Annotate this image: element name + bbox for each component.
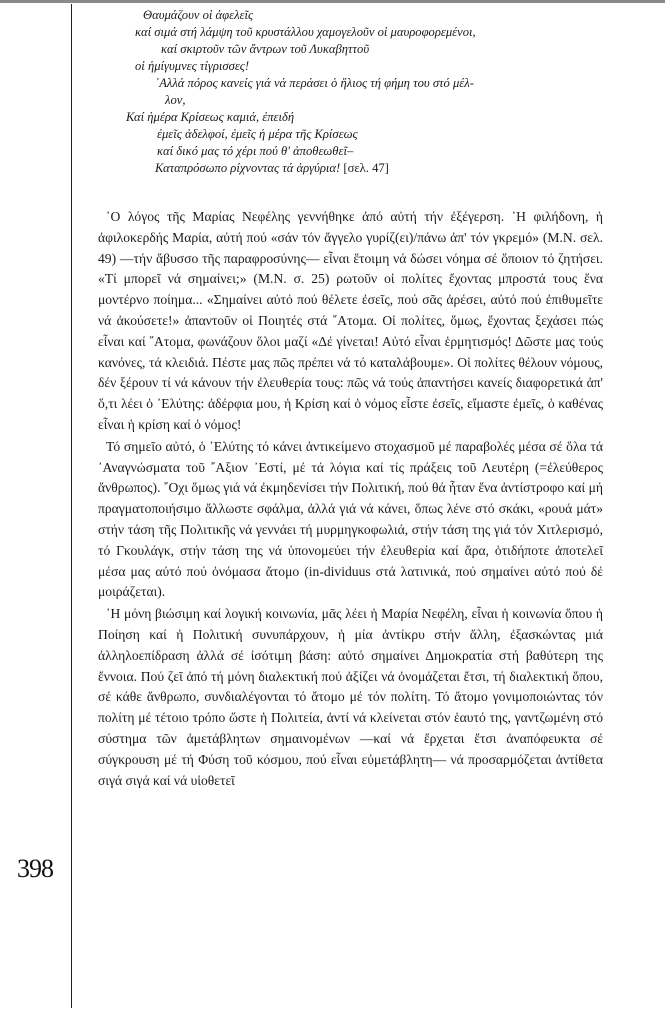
paragraph: ῾Ο λόγος τῆς Μαρίας Νεφέλης γεννήθηκε ἀπό αὐτή τήν ἐξέγερση. ῾Η φιλήδονη, ἡ ἀφιλοκερδής Μαρία, αὐτή πού «σάν τόν ἄγγελο γυρίζ(ει)/πάνω ἀπ' τόν γκρεμό» (Μ.Ν. σελ. 49) —τήν ἄβυσσο τῆς παραφροσύνης— εἶναι ἕτοιμη νά δώσει νόημα σέ ὅποιον τό ζητήσει. «Τί μπορεῖ νά σημαίνει;» (Μ.Ν. σ. 25) ρωτοῦν οἱ πολίτες ἔχοντας μπροστά τους ἕνα μοντέρνο ποίημα... «Σημαίνει αὐτό πού θέλετε ἐσεῖς, πού σᾶς ἀρέσει, αὐτό πού ἐπιθυμεῖτε νά ἀκούσετε!» ἀπαντοῦν οἱ Ποιητές στά ῎Ατομα. Οἱ πολίτες, ὅμως, ἔχοντας ξεχάσει πώς εἶναι καί ῎Ατομα, φωνάζουν ὅλοι μαζί «Δέ γίνεται! Αὐτό εἶναι ἑρμητισμός! Δῶστε μας τούς κανόνες, τά κλειδιά. Πέστε μας πῶς πρέπει νά τό καταλάβουμε». Οἱ πολίτες θέλουν νόμους, δέν ξέρουν τί νά κάνουν τήν ἐλευθερία τους: πῶς νά τούς ἀπαντήσει κανείς διαφορετικά ἀπ' ὅ,τι λέει ὁ ᾿Ελύτης: ἀδέρφια μου, ἡ Κρίση καί ὁ νόμος εἶστε ἐσεῖς, εἴμαστε ἐμεῖς, ὁ καθένας εἶναι ἡ κρίση καί ὁ νόμος! <box>98 209 603 432</box>
poem-line: οἱ ἡμίγυμνες τίγρισσες! <box>135 59 250 73</box>
poem-quote <box>107 7 665 177</box>
poem-line: ᾿Αλλά πόρος κανείς γιά νά περάσει ὁ ἥλιος τή φήμη του στό μέλ- <box>155 76 474 90</box>
poem-line: Θαυμάζουν οἱ ἀφελεῖς <box>143 8 254 22</box>
poem-line: καί σκιρτοῦν τῶν ἄντρων τοῦ Λυκαβηττοῦ <box>161 42 370 56</box>
margin-rule <box>71 4 72 1008</box>
page-number: 398 <box>17 854 53 883</box>
poem-line: λον, <box>165 93 186 107</box>
poem-line: καί δικό μας τό χέρι πού θ' ἀποθεωθεῖ– <box>157 144 354 158</box>
poem-line: καί σιμά στή λάμψη τοῦ κρυστάλλου χαμογελοῦν οἱ μαυροφορεμένοι, <box>135 25 476 39</box>
poem-line: ἐμεῖς ἀδελφοί, ἐμεῖς ἡ μέρα τῆς Κρίσεως <box>157 127 358 141</box>
page-reference: [σελ. 47] <box>343 161 389 175</box>
body-text <box>98 207 603 792</box>
paragraph: ῾Η μόνη βιώσιμη καί λογική κοινωνία, μᾶς λέει ἡ Μαρία Νεφέλη, εἶναι ἡ κοινωνία ὅπου ἡ Ποίηση καί ἡ Πολιτική συνυπάρχουν, ἡ μία ἀντίκρυ στήν ἄλλη, ἐξασκώντας μιά ἀλληλοεπίδραση ἀλλά σέ ἰσότιμη βάση: αὐτό σημαίνει Δημοκρατία στή βαθύτερη της ἔννοια. Πού ζεῖ ἀπό τή μόνη διαλεκτική πού ἀξίζει νά ὀνομάζεται ἔτσι, τή διαλεκτική ὅπου, σέ κάθε ἄνθρωπο, συνδιαλέγονται τό ἄτομο μέ τόν πολίτη. Τό ἄτομο γονιμοποιώντας τόν πολίτη μέ τέτοιο τρόπο ὥστε ἡ Πολιτεία, ἀντί νά κλείνεται στόν ἑαυτό της, γαντζωμένη στό σύστημα τῶν ἀμετάβλητων σημαινομένων —καί νά ἔρχεται ἔτσι ἀναπόφευκτα σέ σύγκρουση μέ τή Φύση τοῦ κόσμου, πού εἶναι εὐμετάβλητη— νά προσαρμόζεται ἀντίθετα σιγά σιγά καί νά υἱοθετεῖ <box>98 606 603 788</box>
scan-edge <box>0 0 665 3</box>
poem-last-line <box>107 160 665 177</box>
paragraph: Τό σημεῖο αὐτό, ὁ ᾿Ελύτης τό κάνει ἀντικείμενο στοχασμοῦ μέ παραβολές μέσα σέ ὅλα τά ᾿Αναγνώσματα τοῦ ῎Αξιον ᾿Εστί, μέ τά λόγια καί τίς πράξεις τοῦ Λευτέρη (=ἐλεύθερος ἄνθρωπος). ῎Οχι ὅμως γιά νά ἐκμηδενίσει τήν Πολιτική, πού θά ἦταν ἕνα ἀντίστροφο καί μή πραγματοποιήσιμο ἄλλωστε σφάλμα, ἀλλά γιά νά κάνει, ὅπως λένε στό σκάκι, «ρουά μάτ» στήν τάση τῆς Πολιτικῆς νά γεννάει τή μυρμηγκοφωλιά, στήν τάση της γιά τόν Χιτλερισμό, τό Γκουλάγκ, στήν τάση της νά ὑπονομεύει τήν ἐλευθερία καί ἄρα, ὁτιδήποτε ἀποτελεῖ μέσα μας αὐτό πού ὀνόμασα ἄτομο (in-dividuus στά λατινικά, πού σημαίνει αὐτό πού δέ μοιράζεται). <box>98 438 603 600</box>
poem-line: Καταπρόσωπο ρίχνοντας τά ἀργύρια! <box>155 161 341 175</box>
poem-line: Καί ἡμέρα Κρίσεως καμιά, ἐπειδή <box>126 110 295 124</box>
